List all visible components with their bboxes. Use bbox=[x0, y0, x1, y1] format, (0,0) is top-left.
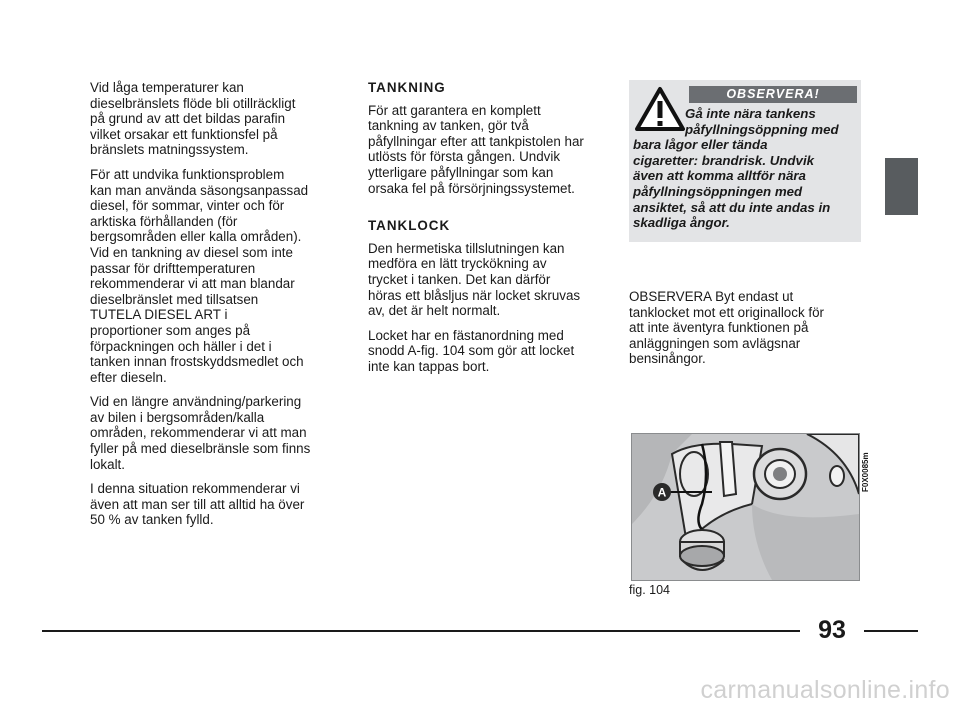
heading-tankning: TANKNING bbox=[368, 80, 446, 95]
figure-fuel-cap bbox=[631, 433, 860, 581]
warning-badge: OBSERVERA! bbox=[689, 86, 857, 103]
heading-tanklock: TANKLOCK bbox=[368, 218, 451, 234]
section-tab-marker bbox=[885, 158, 918, 215]
text-column-middle bbox=[368, 80, 608, 384]
paragraph-low-temperature: Vid låga temperaturer kan dieselbränslets flöde bli otillräckligt på grund av att det bildas parafin vilket orsakar ett funktionsfel på bränslets matningssystem. bbox=[90, 80, 296, 158]
footer-rule-left bbox=[42, 630, 800, 632]
paragraph-mountain-use: Vid en längre användning/parkering av bilen i bergsområden/kalla områden, rekommenderar vi att man fyller på med dieselbränsle som finns lokalt. bbox=[90, 394, 311, 472]
paragraph-refuelling: För att garantera en komplett tankning av tanken, gör två påfyllningar efter att tankpistolen har utlösts för första gången. Undvik ytterligare påfyllningar som kan orsaka fel på försörjningssystemet. bbox=[368, 102, 584, 196]
figure-label-a: A bbox=[657, 485, 667, 500]
paragraph-hermetic-seal: Den hermetiska tillslutningen kan medföra en lätt tryckökning av trycket i tanken. Det kan därför höras ett blåsljus när locket skruvas av, det är helt normalt. bbox=[368, 240, 581, 319]
paragraph-half-tank: I denna situation rekommenderar vi även att man ser till att alltid ha över 50 % av tanken fylld. bbox=[90, 481, 305, 528]
paragraph-cap-tether: Locket har en fästanordning med snodd A-fig. 104 som gör att locket inte kan tappas bort. bbox=[368, 327, 575, 374]
figure-caption: fig. 104 bbox=[629, 583, 671, 597]
text-column-left bbox=[90, 80, 340, 537]
paragraph-seasonal-diesel: För att undvika funktionsproblem kan man använda säsongsanpassad diesel, för sommar, vinter och för arktiska förhållanden (för bergsområden eller kalla områden). Vid en tankning av diesel som inte passar för drifttemperaturen rekommenderar vi att man blandar dieselbränslet med tillsatsen TUTELA DIESEL ART i proportioner som anges på förpackningen och häller i det i tanken innan frostskyddsmedlet och efter dieseln. bbox=[90, 166, 309, 385]
figure-code bbox=[858, 434, 872, 494]
fuel-cap-illustration bbox=[632, 434, 859, 580]
note-paragraph: OBSERVERA Byt endast ut tanklocket mot ett originallock för att inte äventyra funktionen på anläggningen som avlägsnar bensinångor. bbox=[629, 289, 824, 367]
watermark: carmanualsonline.info bbox=[700, 676, 950, 704]
warning-text: Gå inte nära tankens påfyllningsöppning med bara lågor eller tända cigaretter: brandrisk. Undvik även att komma alltför nära påfyllningsöppningen med ansiktet, så att du inte andas in skadliga ångor. bbox=[633, 106, 839, 231]
footer-rule-right bbox=[864, 630, 918, 632]
svg-text:F0X0085m: F0X0085m bbox=[861, 452, 870, 492]
page-number: 93 bbox=[818, 616, 846, 644]
warning-box bbox=[629, 80, 861, 242]
